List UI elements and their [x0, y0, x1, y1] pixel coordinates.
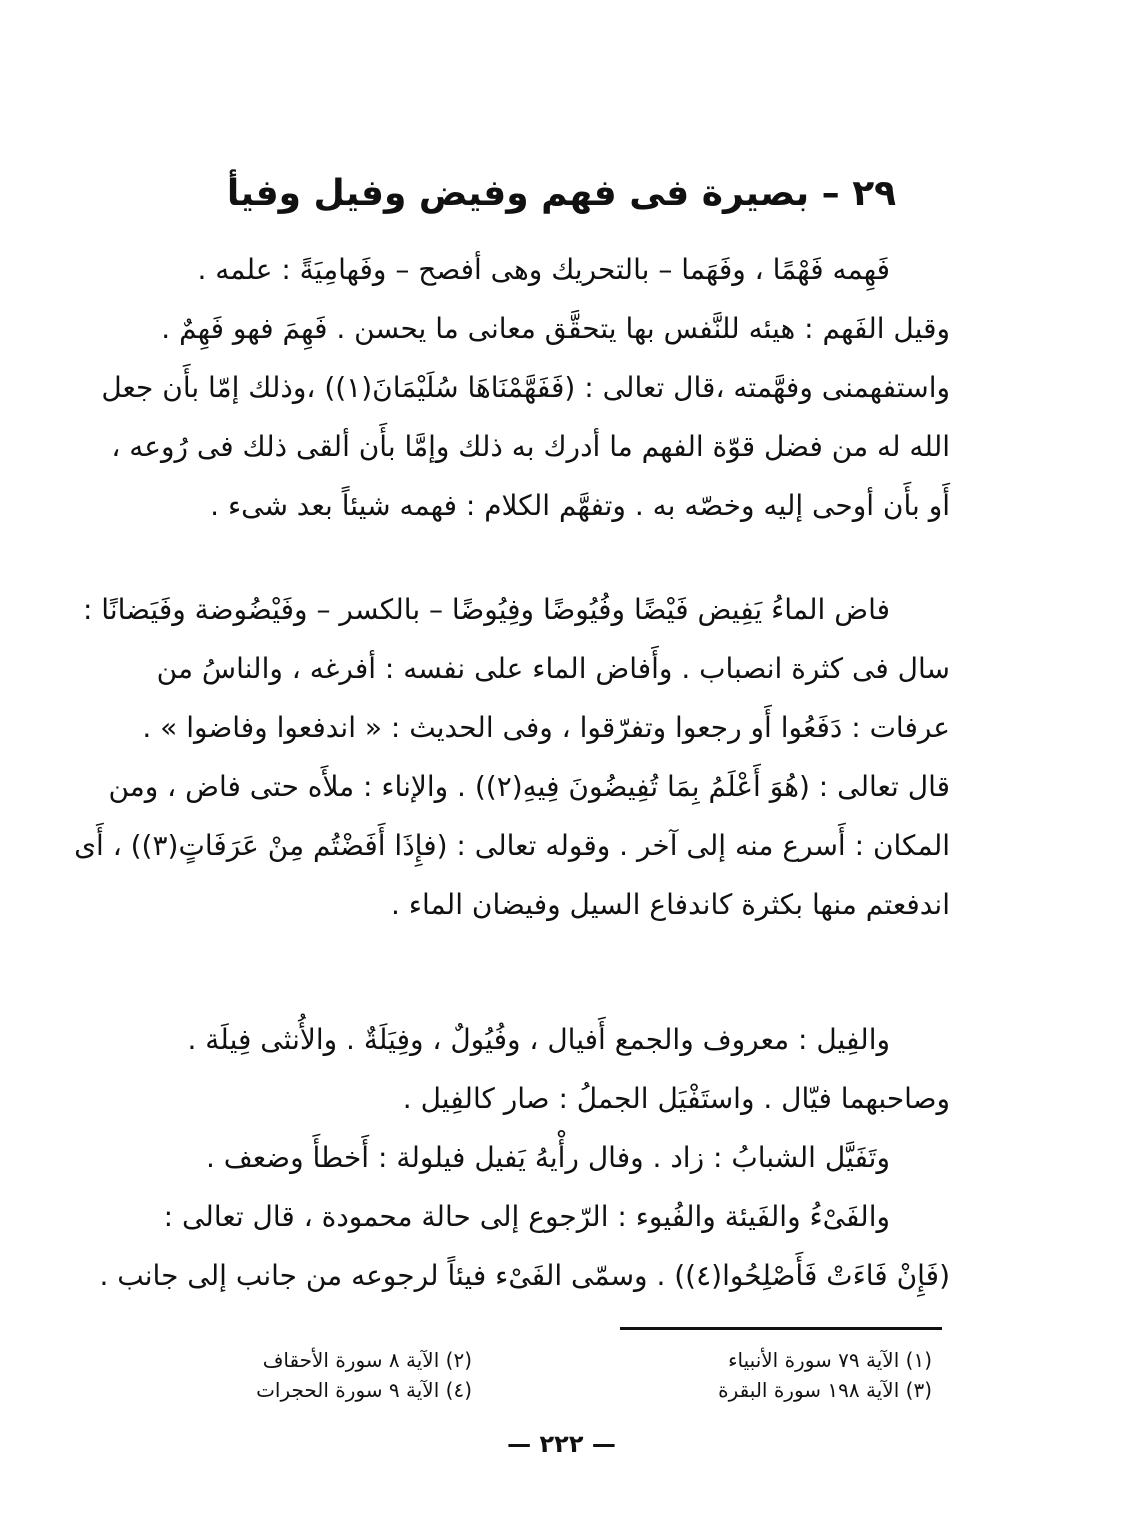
text-line: اندفعتم منها بكثرة كاندفاع السيل وفيضان الماء .: [390, 888, 950, 921]
text-line: قال تعالى : (هُوَ أَعْلَمُ بِمَا تُفِيضُونَ فِيهِ(٢)) . والإناء : ملأَه حتى فاض ، ومن: [108, 770, 950, 803]
paragraph-fayd: [74, 580, 950, 934]
text-line: والفِيل : معروف والجمع أَفيال ، وفُيُولٌ ، وفِيَلَةٌ . والأُنثى فِيلَة .: [187, 1023, 890, 1056]
text-line: واستفهمنى وفهَّمته ،قال تعالى : (فَفَهَّمْنَاهَا سُلَيْمَانَ(١)) ،وذلك إمّا بأَن جعل: [101, 371, 950, 404]
section-heading: ٢٩ – بصيرة فى فهم وفيض وفيل وفيأ: [226, 173, 897, 214]
text-line: والفَىْءُ والفَيئة والفُيوء : الرّجوع إلى حالة محمودة ، قال تعالى :: [163, 1200, 890, 1233]
text-line: المكان : أَسرع منه إلى آخر . وقوله تعالى : (فإِذَا أَفَضْتُم مِنْ عَرَفَاتٍ(٣)) ، أَى: [74, 829, 950, 862]
text-line: وصاحبهما فيّال . واستَفْيَل الجملُ : صار كالفِيل .: [402, 1082, 950, 1115]
page-number: — ٢٢٢ —: [507, 1430, 616, 1458]
text-line: فَهِمه فَهْمًا ، وفَهَما – بالتحريك وهى أفصح – وفَهامِيَةً : علمه .: [197, 253, 890, 286]
paragraph-fahm: [85, 240, 950, 535]
text-line: الله له من فضل قوّة الفهم ما أدرك به ذلك وإمَّا بأَن ألقى ذلك فى رُوعه ،: [111, 430, 950, 463]
footnote-4: (٤) الآية ٩ سورة الحجرات: [256, 1378, 472, 1402]
text-line: وتَفَيَّل الشبابُ : زاد . وفال رأْيهُ يَفيل فيلولة : أَخطأَ وضعف .: [206, 1141, 890, 1174]
text-line: أَو بأَن أوحى إليه وخصّه به . وتفهَّم الكلام : فهمه شيئاً بعد شىء .: [210, 489, 950, 522]
footnote-3: (٣) الآية ١٩٨ سورة البقرة: [718, 1378, 932, 1402]
text-line: (فَإِنْ فَاءَتْ فَأَصْلِحُوا(٤)) . وسمّى الفَىْء فيئاً لرجوعه من جانب إلى جانب .: [99, 1259, 950, 1292]
footnote-divider: [620, 1327, 942, 1330]
text-line: سال فى كثرة انصباب . وأَفاض الماء على نفسه : أفرغه ، والناسُ من: [156, 652, 950, 685]
footnote-2: (٢) الآية ٨ سورة الأحقاف: [262, 1348, 472, 1372]
text-line: فاض الماءُ يَفِيض فَيْضًا وفُيُوضًا وفِيُوضًا – بالكسر – وفَيْضُوضة وفَيَضانًا :: [82, 593, 890, 626]
text-line: عرفات : دَفَعُوا أَو رجعوا وتفرّقوا ، وفى الحديث : « اندفعوا وفاضوا » .: [142, 711, 950, 744]
footnote-1: (١) الآية ٧٩ سورة الأنبياء: [728, 1348, 932, 1372]
text-line: وقيل الفَهم : هيئه للنَّفس بها يتحقَّق معانى ما يحسن . فَهِمَ فهو فَهِمٌ .: [161, 312, 950, 345]
footnotes: [210, 1345, 932, 1409]
paragraph-fil-fay: [85, 1010, 950, 1305]
